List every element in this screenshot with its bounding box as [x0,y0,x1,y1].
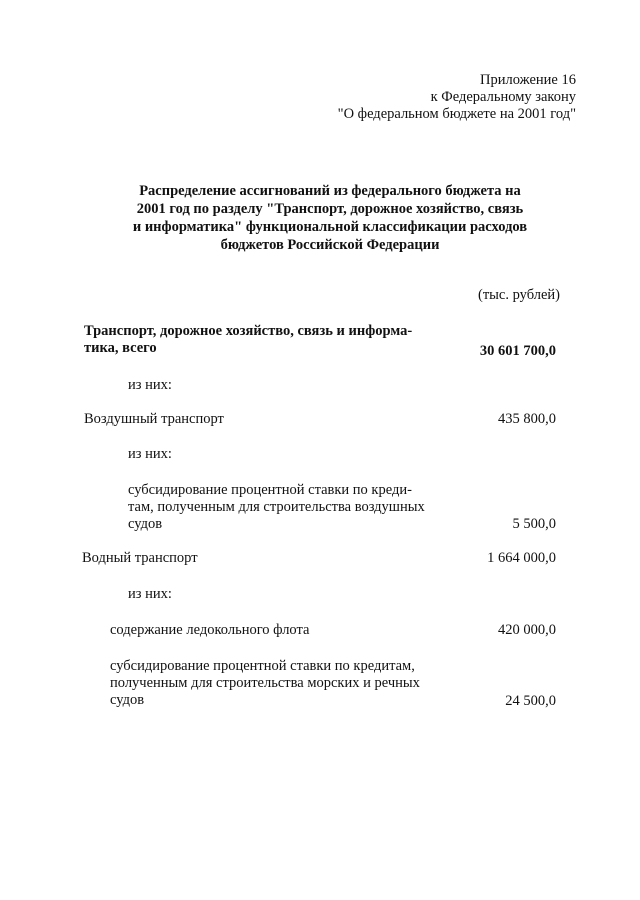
title-line: 2001 год по разделу "Транспорт, дорожное хозяйство, связь [136,201,524,217]
row-transport-total-label [84,323,444,357]
row-subheading-label: из них: [128,446,172,462]
units-label: (тыс. рублей) [478,287,560,303]
appendix-number: Приложение 16 [480,72,576,88]
row-icebreaker-label: содержание ледокольного флота [110,622,310,638]
title-line: бюджетов Российской Федерации [220,237,440,253]
appendix-header [338,72,576,123]
row-air-subsidy-value: 5 500,0 [512,516,556,532]
row-air-transport-value: 435 800,0 [498,411,556,427]
row-water-subsidy-label [110,658,442,709]
title-line: и информатика" функциональной классификации расходов [132,219,528,235]
title-line: Распределение ассигнований из федерального бюджета на [139,183,521,199]
label-line: Транспорт, дорожное хозяйство, связь и информа- [84,323,413,339]
appendix-law-ref: к Федеральному закону [430,89,576,105]
label-line: субсидирование процентной ставки по креди- [128,482,412,498]
row-subheading-label: из них: [128,377,172,393]
label-line: субсидирование процентной ставки по кредитам, [110,658,415,674]
label-line: судов [128,516,163,532]
row-subheading-label: из них: [128,586,172,602]
label-line: судов [110,692,145,708]
label-line: полученным для строительства морских и речных [110,675,420,691]
row-transport-total-value: 30 601 700,0 [479,343,556,359]
label-line: там, полученным для строительства воздушных [128,499,425,515]
row-air-subsidy-label [128,482,440,533]
label-line: тика, всего [84,340,157,356]
appendix-law-title: "О федеральном бюджете на 2001 год" [337,106,576,122]
row-air-transport-label: Воздушный транспорт [84,411,224,427]
row-water-transport-value: 1 664 000,0 [487,550,556,566]
row-icebreaker-value: 420 000,0 [498,622,556,638]
row-water-subsidy-value: 24 500,0 [505,693,556,709]
document-title [110,182,550,254]
row-water-transport-label: Водный транспорт [82,550,198,566]
